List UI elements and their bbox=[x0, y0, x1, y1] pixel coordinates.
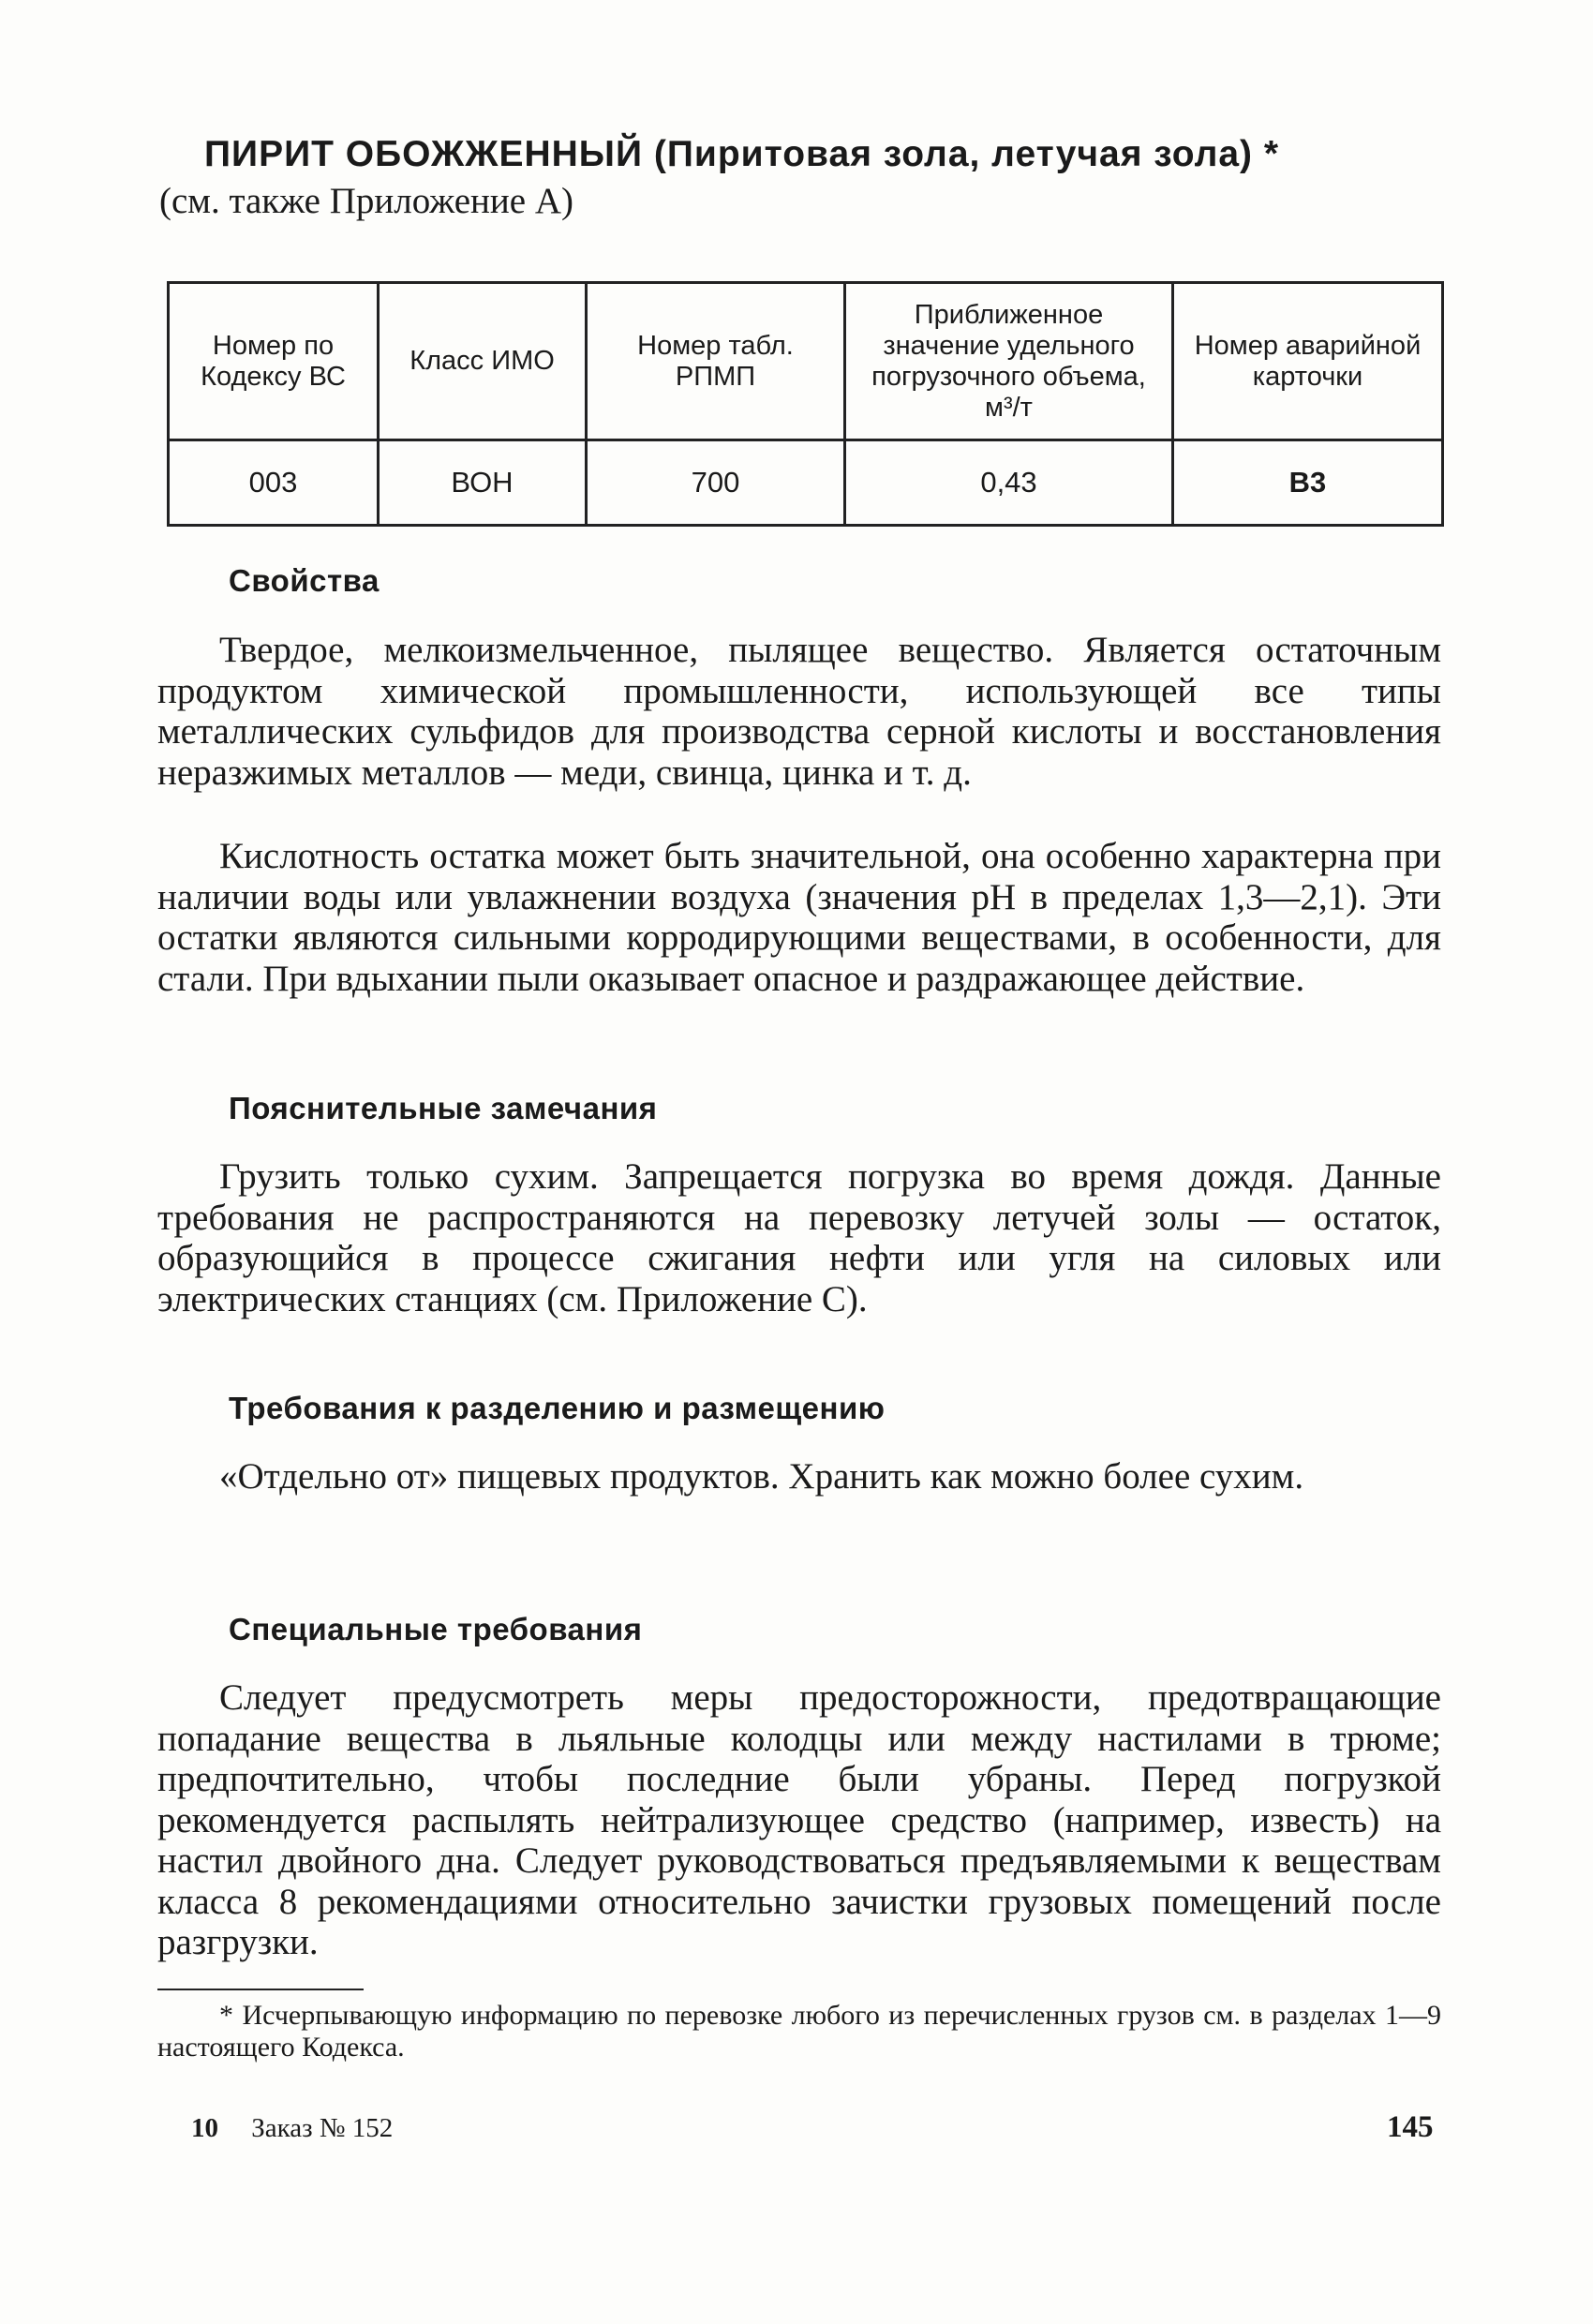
table-header-cell: Класс ИМО bbox=[379, 283, 587, 440]
paragraph: Следует предусмотреть меры предосторожности, предотвращающие попадание вещества в льяльные колодцы или между настилами в трюме; предпочтительно, чтобы последние были убраны. Перед погрузкой рекомендуется распылять нейтрализующее средство (например, известь) на настил двойного дна. Следует руководствоваться предъявляемыми к веществам класса 8 рекомендациями относительно зачистки грузовых помещений после разгрузки. bbox=[157, 1677, 1441, 1962]
table-header-cell: Номер табл. РПМП bbox=[587, 283, 845, 440]
table-header-cell: Номер аварийной карточки bbox=[1173, 283, 1443, 440]
paragraph: Кислотность остатка может быть значительной, она особенно характерна при наличии воды или увлажнении воздуха (значения pH в пределах 1,3—2,1). Эти остатки являются сильными корродирующими веществами, в особенности, для стали. При вдыхании пыли оказывает опасное и раздражающее действие. bbox=[157, 836, 1441, 999]
section-heading-special: Специальные требования bbox=[229, 1612, 643, 1646]
table-header-row bbox=[169, 283, 1443, 440]
paragraph: Грузить только сухим. Запрещается погрузка во время дождя. Данные требования не распространяются на перевозку летучей золы — остаток, образующийся в процессе сжигания нефти или угля на силовых или электрических станциях (см. Приложение С). bbox=[157, 1156, 1441, 1319]
table-header-cell: Приближенное значение удельного погрузочного объема, м³/т bbox=[845, 283, 1173, 440]
page-title: ПИРИТ ОБОЖЖЕННЫЙ (Пиритовая зола, летучая зола) * bbox=[204, 134, 1280, 174]
print-signature bbox=[191, 2113, 393, 2144]
table-header-cell: Номер по Кодексу ВС bbox=[169, 283, 379, 440]
footnote: * Исчерпывающую информацию по перевозке любого из перечисленных грузов см. в разделах 1—9 настоящего Кодекса. bbox=[157, 2000, 1441, 2063]
signature-number: 10 bbox=[191, 2113, 218, 2143]
table-cell: 700 bbox=[587, 440, 845, 526]
table-cell: 003 bbox=[169, 440, 379, 526]
footnote-divider bbox=[157, 1989, 364, 1990]
table-row bbox=[169, 440, 1443, 526]
table-cell: ВОН bbox=[379, 440, 587, 526]
order-number: Заказ № 152 bbox=[251, 2113, 394, 2143]
section-heading-remarks: Пояснительные замечания bbox=[229, 1091, 658, 1125]
cargo-table bbox=[167, 281, 1444, 527]
table-cell: 0,43 bbox=[845, 440, 1173, 526]
paragraph: Твердое, мелкоизмельченное, пылящее вещество. Является остаточным продуктом химической промышленности, использующей все типы металлических сульфидов для производства серной кислоты и восстановления неразжимых металлов — меди, свинца, цинка и т. д. bbox=[157, 630, 1441, 793]
page-number: 145 bbox=[1387, 2110, 1434, 2144]
table-cell: B3 bbox=[1173, 440, 1443, 526]
section-heading-properties: Свойства bbox=[229, 563, 380, 598]
paragraph: «Отдельно от» пищевых продуктов. Хранить как можно более сухим. bbox=[219, 1456, 1304, 1497]
page-subtitle: (см. также Приложение А) bbox=[159, 181, 573, 221]
section-heading-segregation: Требования к разделению и размещению bbox=[229, 1391, 886, 1425]
